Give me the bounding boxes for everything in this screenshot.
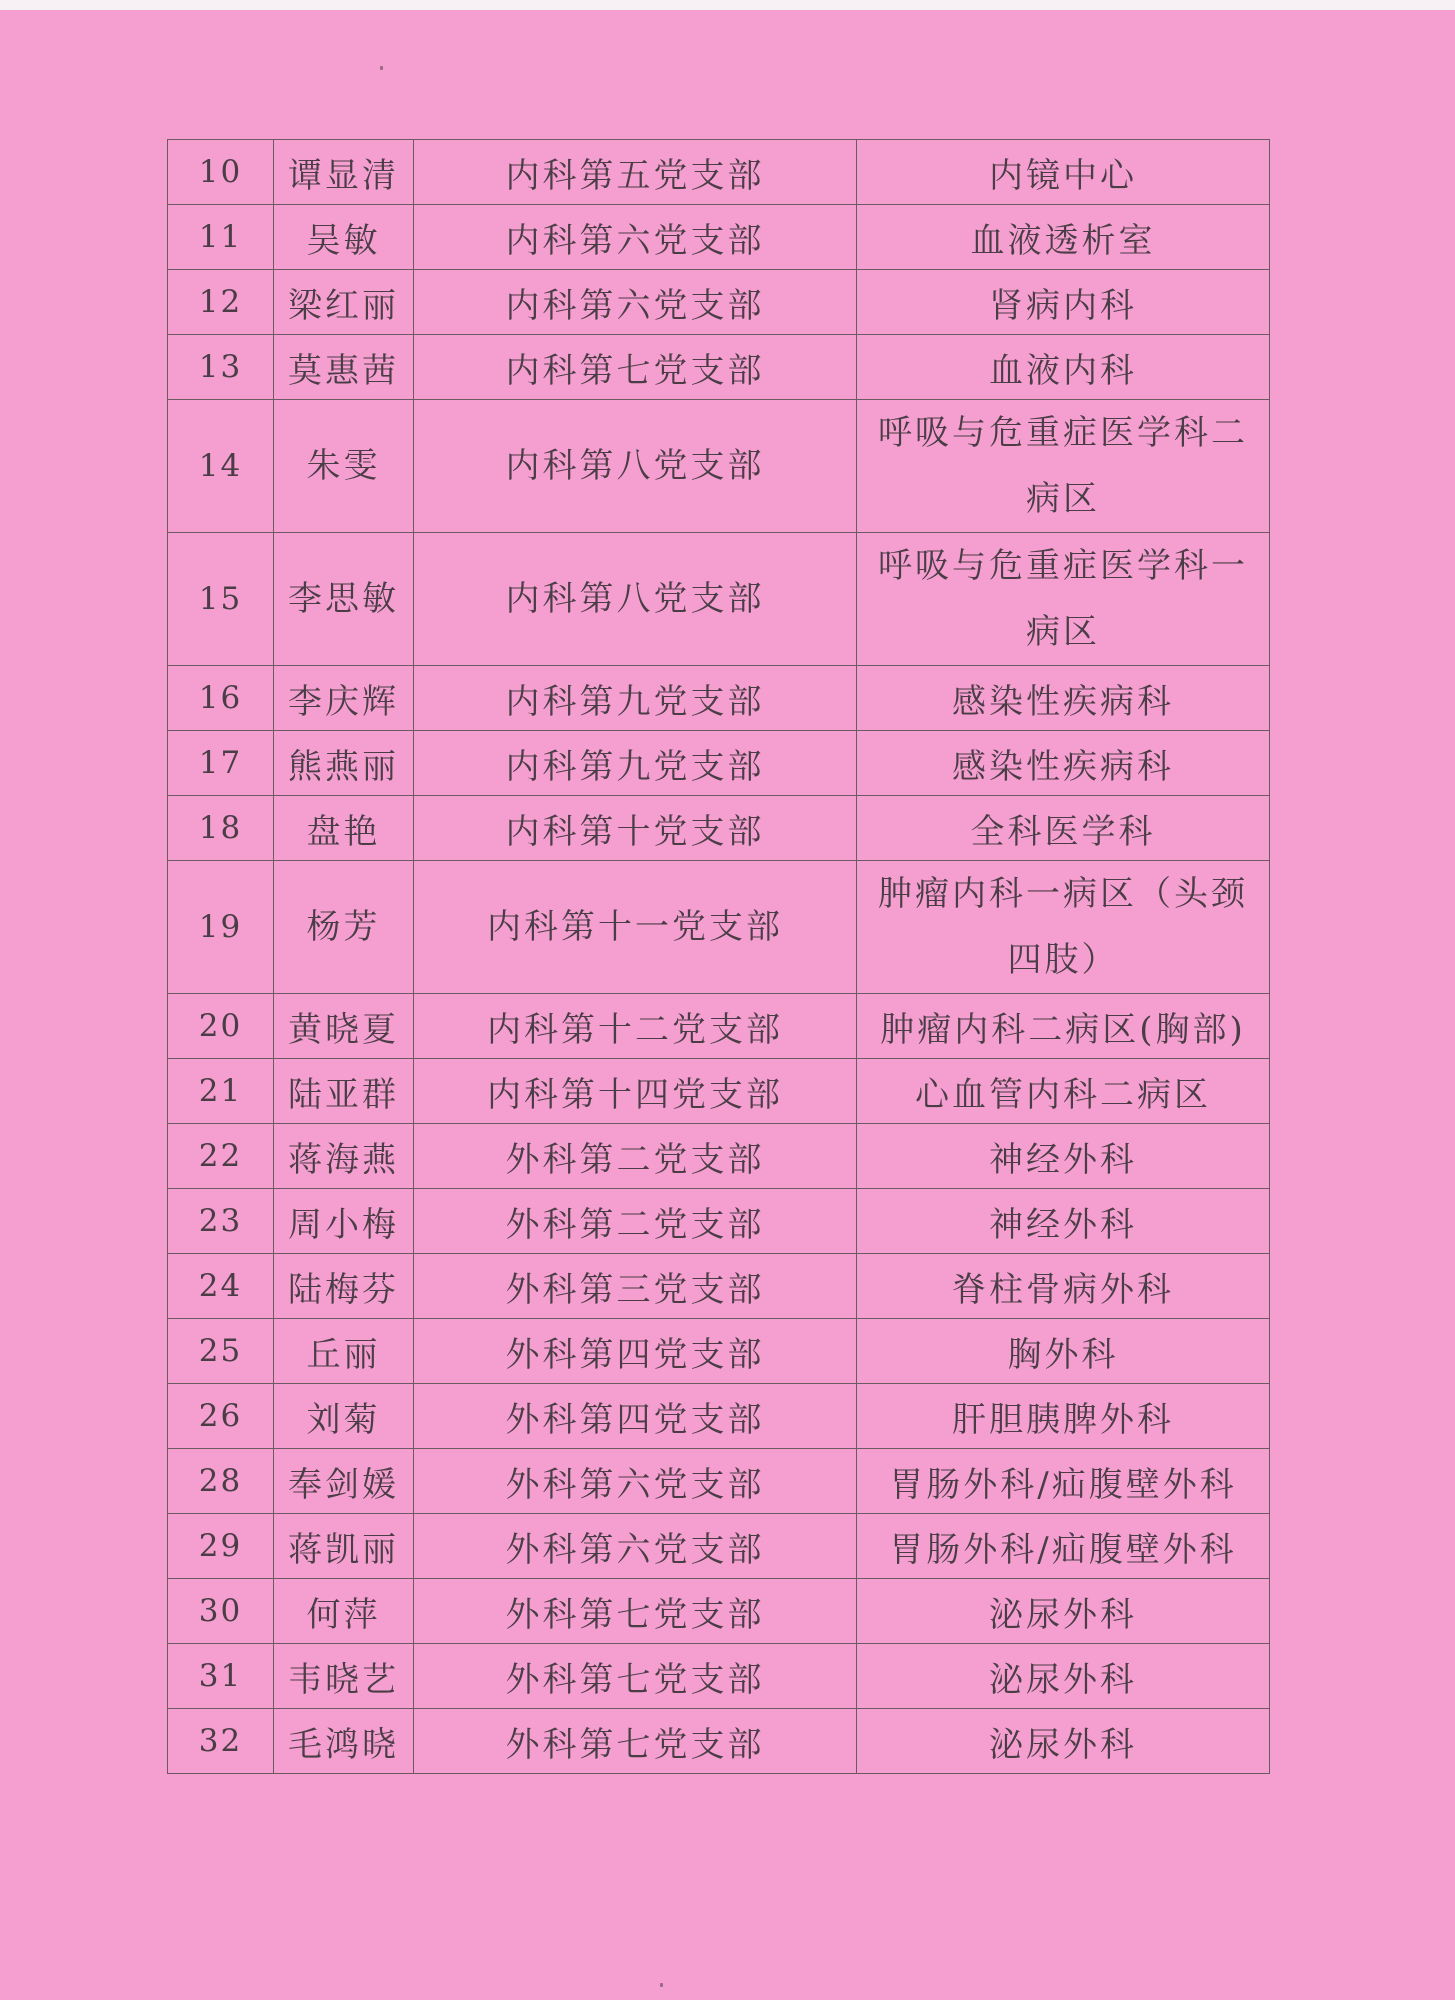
table-row bbox=[168, 1644, 1270, 1709]
roster-table bbox=[167, 139, 1270, 1774]
row-number: 17 bbox=[168, 731, 274, 796]
party-branch: 内科第十四党支部 bbox=[414, 1059, 857, 1124]
person-name: 陆亚群 bbox=[274, 1059, 414, 1124]
person-name: 蒋海燕 bbox=[274, 1124, 414, 1189]
party-branch: 外科第六党支部 bbox=[414, 1449, 857, 1514]
person-name: 何萍 bbox=[274, 1579, 414, 1644]
department: 泌尿外科 bbox=[857, 1579, 1270, 1644]
table-row bbox=[168, 533, 1270, 666]
row-number: 30 bbox=[168, 1579, 274, 1644]
row-number: 19 bbox=[168, 861, 274, 994]
person-name: 莫惠茜 bbox=[274, 335, 414, 400]
table-row bbox=[168, 205, 1270, 270]
department: 心血管内科二病区 bbox=[857, 1059, 1270, 1124]
person-name: 刘菊 bbox=[274, 1384, 414, 1449]
table-row bbox=[168, 140, 1270, 205]
party-branch: 内科第十一党支部 bbox=[414, 861, 857, 994]
party-branch: 外科第三党支部 bbox=[414, 1254, 857, 1319]
row-number: 13 bbox=[168, 335, 274, 400]
person-name: 李思敏 bbox=[274, 533, 414, 666]
person-name: 朱雯 bbox=[274, 400, 414, 533]
person-name: 韦晓艺 bbox=[274, 1644, 414, 1709]
party-branch: 内科第六党支部 bbox=[414, 205, 857, 270]
party-branch: 外科第七党支部 bbox=[414, 1579, 857, 1644]
person-name: 黄晓夏 bbox=[274, 994, 414, 1059]
table-row bbox=[168, 1514, 1270, 1579]
department: 肿瘤内科一病区（头颈四肢） bbox=[857, 861, 1270, 994]
row-number: 22 bbox=[168, 1124, 274, 1189]
table-row bbox=[168, 1709, 1270, 1774]
party-branch: 外科第四党支部 bbox=[414, 1319, 857, 1384]
row-number: 12 bbox=[168, 270, 274, 335]
department: 肾病内科 bbox=[857, 270, 1270, 335]
department: 感染性疾病科 bbox=[857, 731, 1270, 796]
scan-speck bbox=[660, 1983, 663, 1987]
table-row bbox=[168, 400, 1270, 533]
department: 肝胆胰脾外科 bbox=[857, 1384, 1270, 1449]
row-number: 26 bbox=[168, 1384, 274, 1449]
row-number: 29 bbox=[168, 1514, 274, 1579]
row-number: 18 bbox=[168, 796, 274, 861]
department: 肿瘤内科二病区(胸部) bbox=[857, 994, 1270, 1059]
party-branch: 内科第九党支部 bbox=[414, 731, 857, 796]
row-number: 16 bbox=[168, 666, 274, 731]
party-branch: 内科第五党支部 bbox=[414, 140, 857, 205]
party-branch: 内科第六党支部 bbox=[414, 270, 857, 335]
party-branch: 外科第七党支部 bbox=[414, 1644, 857, 1709]
table-row bbox=[168, 1254, 1270, 1319]
department: 胃肠外科/疝腹壁外科 bbox=[857, 1514, 1270, 1579]
table-row bbox=[168, 1384, 1270, 1449]
table-row bbox=[168, 1059, 1270, 1124]
party-branch: 内科第七党支部 bbox=[414, 335, 857, 400]
department: 呼吸与危重症医学科一病区 bbox=[857, 533, 1270, 666]
scan-speck bbox=[380, 66, 383, 70]
party-branch: 内科第八党支部 bbox=[414, 400, 857, 533]
department: 脊柱骨病外科 bbox=[857, 1254, 1270, 1319]
person-name: 陆梅芬 bbox=[274, 1254, 414, 1319]
table-row bbox=[168, 666, 1270, 731]
row-number: 31 bbox=[168, 1644, 274, 1709]
department: 感染性疾病科 bbox=[857, 666, 1270, 731]
person-name: 杨芳 bbox=[274, 861, 414, 994]
table-row bbox=[168, 994, 1270, 1059]
party-branch: 内科第八党支部 bbox=[414, 533, 857, 666]
scan-top-edge bbox=[0, 0, 1455, 10]
department: 胃肠外科/疝腹壁外科 bbox=[857, 1449, 1270, 1514]
person-name: 毛鸿晓 bbox=[274, 1709, 414, 1774]
row-number: 20 bbox=[168, 994, 274, 1059]
row-number: 10 bbox=[168, 140, 274, 205]
person-name: 吴敏 bbox=[274, 205, 414, 270]
table-row bbox=[168, 1124, 1270, 1189]
department: 神经外科 bbox=[857, 1189, 1270, 1254]
person-name: 谭显清 bbox=[274, 140, 414, 205]
department: 神经外科 bbox=[857, 1124, 1270, 1189]
department: 胸外科 bbox=[857, 1319, 1270, 1384]
row-number: 21 bbox=[168, 1059, 274, 1124]
row-number: 24 bbox=[168, 1254, 274, 1319]
department: 泌尿外科 bbox=[857, 1644, 1270, 1709]
party-branch: 内科第十党支部 bbox=[414, 796, 857, 861]
row-number: 14 bbox=[168, 400, 274, 533]
party-branch: 外科第六党支部 bbox=[414, 1514, 857, 1579]
table-row bbox=[168, 1579, 1270, 1644]
row-number: 11 bbox=[168, 205, 274, 270]
table-row bbox=[168, 335, 1270, 400]
party-branch: 外科第二党支部 bbox=[414, 1189, 857, 1254]
row-number: 32 bbox=[168, 1709, 274, 1774]
person-name: 李庆辉 bbox=[274, 666, 414, 731]
row-number: 25 bbox=[168, 1319, 274, 1384]
party-branch: 内科第十二党支部 bbox=[414, 994, 857, 1059]
party-branch: 外科第四党支部 bbox=[414, 1384, 857, 1449]
table-row bbox=[168, 1319, 1270, 1384]
party-branch: 内科第九党支部 bbox=[414, 666, 857, 731]
row-number: 15 bbox=[168, 533, 274, 666]
roster-table-body bbox=[168, 140, 1270, 1774]
table-row bbox=[168, 1189, 1270, 1254]
department: 血液内科 bbox=[857, 335, 1270, 400]
table-row bbox=[168, 796, 1270, 861]
department: 泌尿外科 bbox=[857, 1709, 1270, 1774]
department: 血液透析室 bbox=[857, 205, 1270, 270]
department: 全科医学科 bbox=[857, 796, 1270, 861]
person-name: 熊燕丽 bbox=[274, 731, 414, 796]
person-name: 奉剑媛 bbox=[274, 1449, 414, 1514]
department: 呼吸与危重症医学科二病区 bbox=[857, 400, 1270, 533]
party-branch: 外科第七党支部 bbox=[414, 1709, 857, 1774]
person-name: 盘艳 bbox=[274, 796, 414, 861]
row-number: 28 bbox=[168, 1449, 274, 1514]
row-number: 23 bbox=[168, 1189, 274, 1254]
person-name: 丘丽 bbox=[274, 1319, 414, 1384]
table-row bbox=[168, 1449, 1270, 1514]
party-branch: 外科第二党支部 bbox=[414, 1124, 857, 1189]
table-row bbox=[168, 270, 1270, 335]
person-name: 周小梅 bbox=[274, 1189, 414, 1254]
person-name: 梁红丽 bbox=[274, 270, 414, 335]
table-row bbox=[168, 731, 1270, 796]
table-row bbox=[168, 861, 1270, 994]
person-name: 蒋凯丽 bbox=[274, 1514, 414, 1579]
department: 内镜中心 bbox=[857, 140, 1270, 205]
